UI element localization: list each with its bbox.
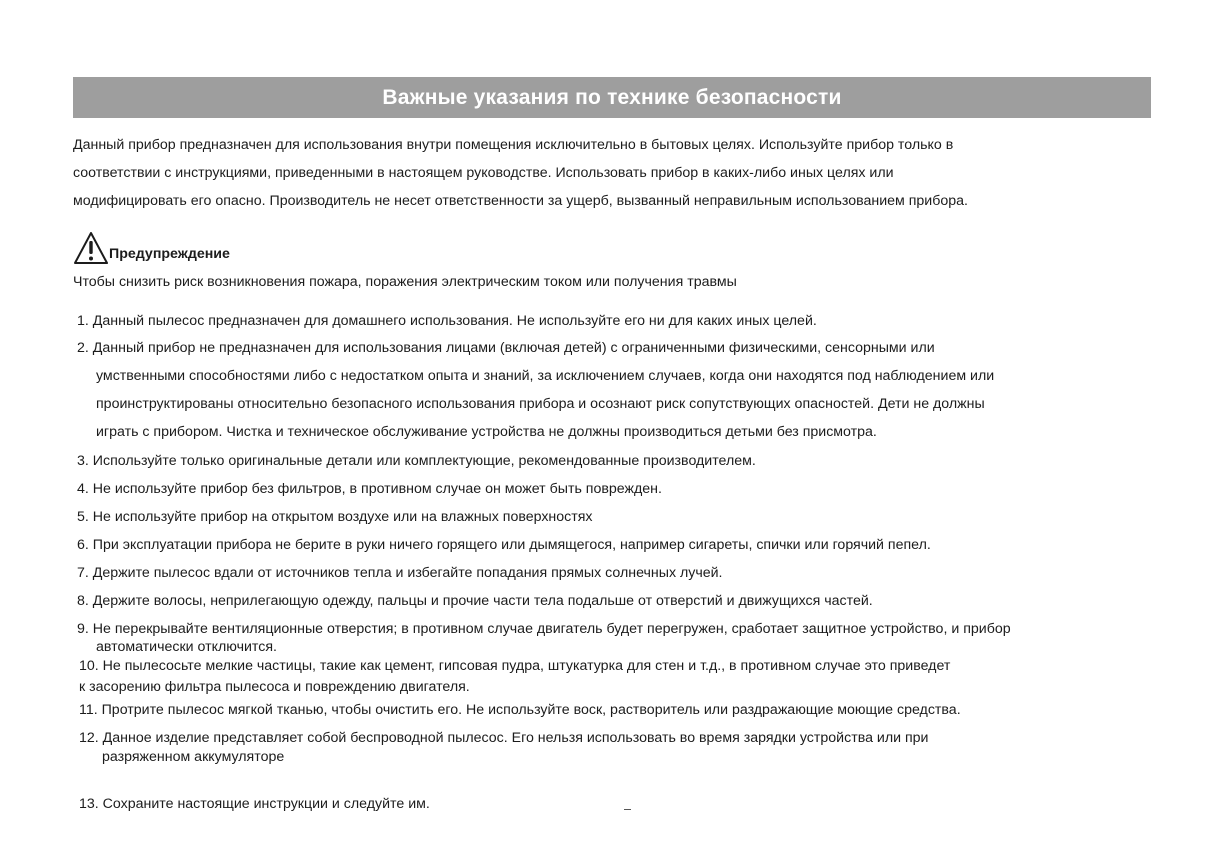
rule-7-line: 7. Держите пылесос вдали от источников тепла и избегайте попадания прямых солнечных лучей. — [77, 565, 723, 581]
rule-2-line: умственными способностями либо с недостатком опыта и знаний, за исключением случаев, когда они находятся под наблюдением или — [96, 368, 995, 384]
rule-5-line: 5. Не используйте прибор на открытом воздухе или на влажных поверхностях — [77, 509, 593, 525]
rule-9-line: 9. Не перекрывайте вентиляционные отверстия; в противном случае двигатель будет перегружен, сработает защитное устройство, и прибор — [77, 621, 1011, 637]
rule-13-line: 13. Сохраните настоящие инструкции и следуйте им. — [79, 796, 430, 812]
rule-9-line: автоматически отключится. — [96, 639, 277, 655]
rule-2-line: проинструктированы относительно безопасного использования прибора и осознают риск сопутствующих опасностей. Дети не должны — [96, 396, 985, 412]
rule-2-line: 2. Данный прибор не предназначен для использования лицами (включая детей) с ограниченными физическими, сенсорными или — [77, 340, 935, 356]
rule-2-line: играть с прибором. Чистка и техническое обслуживание устройства не должны производиться детьми без присмотра. — [96, 424, 877, 440]
rule-11-line: 11. Протрите пылесос мягкой тканью, чтобы очистить его. Не используйте воск, растворитель или раздражающие моющие средства. — [79, 702, 961, 718]
intro-line: соответствии с инструкциями, приведенными в настоящем руководстве. Использовать прибор в каких-либо иных целях или — [73, 165, 894, 181]
divider — [624, 809, 631, 810]
rule-8-line: 8. Держите волосы, неприлегающую одежду, пальцы и прочие части тела подальше от отверстий и движущихся частей. — [77, 593, 873, 609]
rule-10-line: 10. Не пылесосьте мелкие частицы, такие как цемент, гипсовая пудра, штукатурка для стен и т.д., в противном случае это приведет — [79, 658, 951, 674]
page-title: Важные указания по технике безопасности — [73, 77, 1151, 118]
warning-title: Предупреждение — [109, 246, 230, 262]
intro-line: модифицировать его опасно. Производитель не несет ответственности за ущерб, вызванный неправильным использованием прибора. — [73, 193, 968, 209]
rule-10-line: к засорению фильтра пылесоса и повреждению двигателя. — [79, 679, 470, 695]
intro-line: Данный прибор предназначен для использования внутри помещения исключительно в бытовых целях. Используйте прибор только в — [73, 137, 954, 153]
rule-4-line: 4. Не используйте прибор без фильтров, в противном случае он может быть поврежден. — [77, 481, 662, 497]
rule-6-line: 6. При эксплуатации прибора не берите в руки ничего горящего или дымящегося, например сигареты, спички или горячий пепел. — [77, 537, 931, 553]
rule-1-line: 1. Данный пылесос предназначен для домашнего использования. Не используйте его ни для каких иных целей. — [77, 313, 817, 329]
warning-subtitle: Чтобы снизить риск возникновения пожара, поражения электрическим током или получения травмы — [73, 274, 737, 290]
rule-3-line: 3. Используйте только оригинальные детали или комплектующие, рекомендованные производителем. — [77, 453, 756, 469]
rule-12-line: разряженном аккумуляторе — [102, 749, 285, 765]
rule-12-line: 12. Данное изделие представляет собой беспроводной пылесос. Его нельзя использовать во время зарядки устройства или при — [79, 730, 929, 746]
